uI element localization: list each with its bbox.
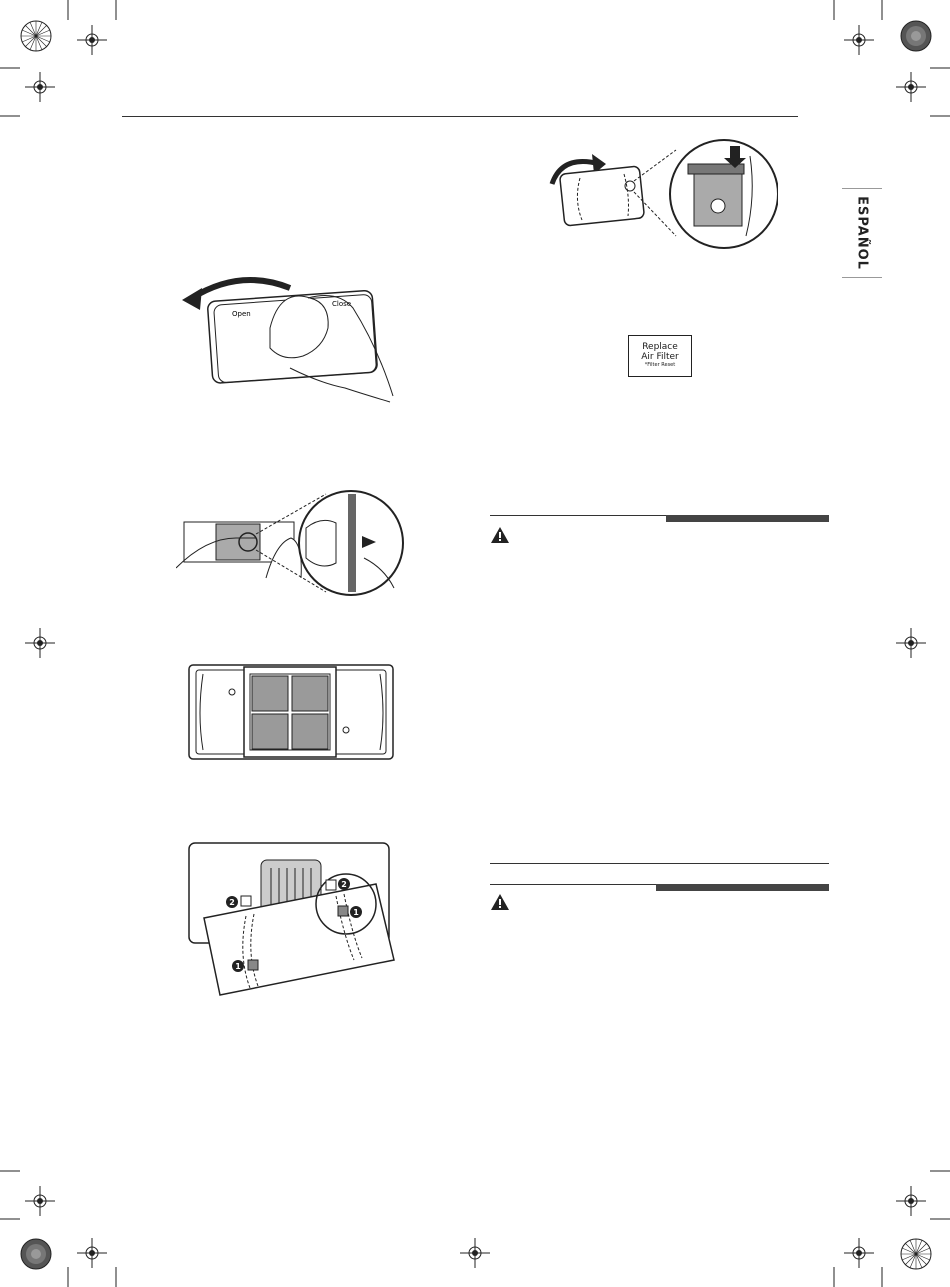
figure-close-cover bbox=[546, 136, 778, 254]
filter-display bbox=[628, 335, 692, 377]
registration-mark-icon bbox=[896, 1234, 936, 1274]
registration-mark-icon bbox=[844, 1238, 874, 1268]
warning-heading bbox=[490, 515, 829, 529]
close-label: Close bbox=[332, 300, 352, 308]
marker-1-left bbox=[232, 960, 244, 972]
registration-mark-icon bbox=[896, 1186, 926, 1216]
language-tab bbox=[842, 188, 882, 278]
color-target-icon bbox=[16, 1234, 56, 1274]
display-line-1: Replace bbox=[642, 342, 678, 352]
registration-mark-icon bbox=[25, 72, 55, 102]
warning-triangle-icon bbox=[490, 893, 510, 911]
svg-text:2: 2 bbox=[229, 898, 235, 907]
registration-mark-icon bbox=[896, 72, 926, 102]
svg-text:1: 1 bbox=[235, 962, 241, 971]
registration-mark-icon bbox=[896, 628, 926, 658]
warning-triangle-icon bbox=[490, 526, 510, 544]
marker-2-left bbox=[226, 896, 238, 908]
registration-mark-icon bbox=[16, 16, 56, 56]
warning-bar bbox=[656, 884, 829, 891]
marker-1-right bbox=[350, 906, 362, 918]
registration-mark-icon bbox=[460, 1238, 490, 1268]
display-line-2: Air Filter bbox=[641, 352, 679, 362]
figure-rotate-cover bbox=[180, 268, 410, 408]
figure-press-tab bbox=[176, 488, 406, 598]
language-tab-label: ESPAÑOL bbox=[854, 196, 870, 270]
warning-heading bbox=[490, 884, 829, 898]
marker-2-right bbox=[338, 878, 350, 890]
figure-reinstall-cover bbox=[186, 840, 396, 1000]
svg-text:2: 2 bbox=[341, 880, 347, 889]
color-target-icon bbox=[896, 16, 936, 56]
registration-mark-icon bbox=[77, 25, 107, 55]
section-rule bbox=[490, 863, 829, 864]
svg-text:1: 1 bbox=[353, 908, 359, 917]
registration-mark-icon bbox=[844, 25, 874, 55]
warning-bar bbox=[666, 515, 829, 522]
registration-mark-icon bbox=[25, 628, 55, 658]
open-label: Open bbox=[232, 310, 251, 318]
figure-filter-installed bbox=[188, 664, 394, 760]
header-rule bbox=[122, 116, 798, 117]
registration-mark-icon bbox=[25, 1186, 55, 1216]
registration-mark-icon bbox=[77, 1238, 107, 1268]
display-line-3: *Filter Reset bbox=[644, 362, 676, 368]
